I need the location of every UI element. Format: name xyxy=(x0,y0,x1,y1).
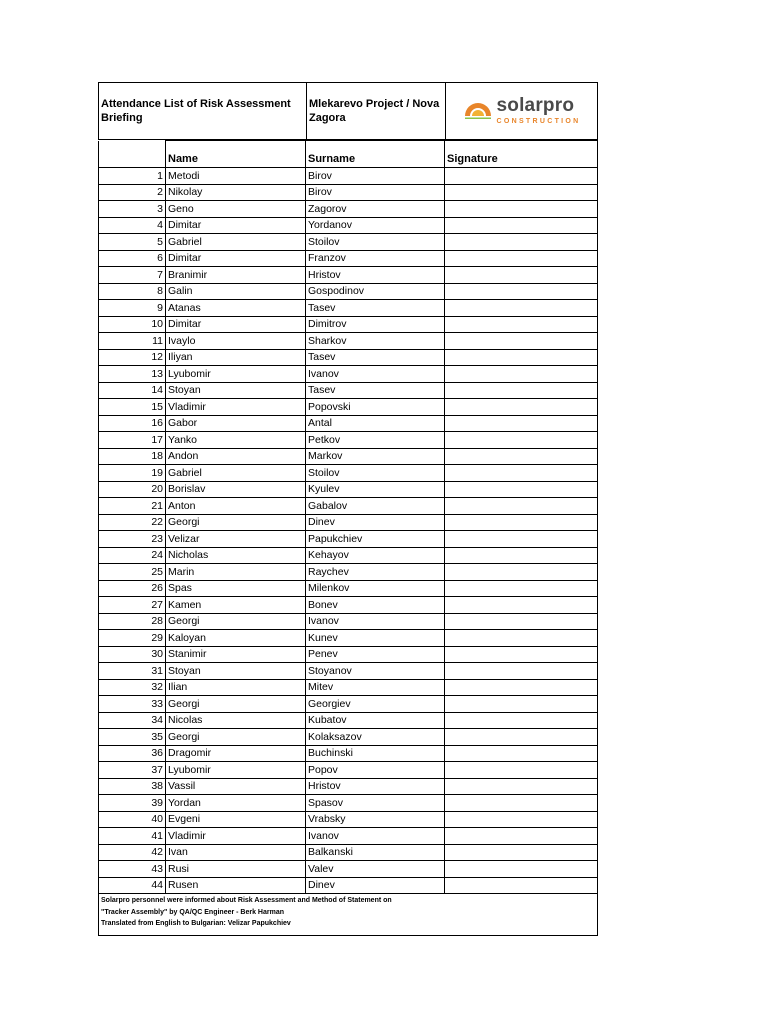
name-cell: Lyubomir xyxy=(166,762,306,779)
surname-cell: Raychev xyxy=(306,564,445,581)
row-number: 29 xyxy=(99,630,166,647)
signature-cell xyxy=(445,382,598,399)
table-row xyxy=(99,729,598,746)
name-cell: Velizar xyxy=(166,531,306,548)
surname-cell: Birov xyxy=(306,184,445,201)
name-cell: Georgi xyxy=(166,514,306,531)
surname-cell: Stoyanov xyxy=(306,663,445,680)
row-number: 13 xyxy=(99,366,166,383)
row-number: 19 xyxy=(99,465,166,482)
table-row xyxy=(99,745,598,762)
signature-cell xyxy=(445,778,598,795)
note-line: Translated from English to Bulgarian: Velizar Papukchiev xyxy=(101,920,291,927)
surname-cell: Petkov xyxy=(306,432,445,449)
name-cell: Gabriel xyxy=(166,234,306,251)
signature-cell xyxy=(445,201,598,218)
row-number: 10 xyxy=(99,316,166,333)
row-number: 24 xyxy=(99,547,166,564)
row-number: 23 xyxy=(99,531,166,548)
row-number: 1 xyxy=(99,168,166,185)
signature-cell xyxy=(445,184,598,201)
table-row xyxy=(99,630,598,647)
surname-cell: Yordanov xyxy=(306,217,445,234)
table-row xyxy=(99,184,598,201)
signature-cell xyxy=(445,745,598,762)
table-row xyxy=(99,448,598,465)
surname-cell: Tasev xyxy=(306,382,445,399)
table-row xyxy=(99,498,598,515)
signature-cell xyxy=(445,844,598,861)
row-number: 39 xyxy=(99,795,166,812)
table-row xyxy=(99,316,598,333)
name-cell: Georgi xyxy=(166,613,306,630)
table-row xyxy=(99,696,598,713)
name-cell: Stanimir xyxy=(166,646,306,663)
name-cell: Kamen xyxy=(166,597,306,614)
column-header-row xyxy=(99,141,598,168)
name-cell: Yanko xyxy=(166,432,306,449)
surname-cell: Dinev xyxy=(306,877,445,894)
surname-cell: Zagorov xyxy=(306,201,445,218)
name-cell: Andon xyxy=(166,448,306,465)
name-cell: Branimir xyxy=(166,267,306,284)
name-cell: Rusen xyxy=(166,877,306,894)
surname-cell: Stoilov xyxy=(306,465,445,482)
row-number: 3 xyxy=(99,201,166,218)
surname-cell: Balkanski xyxy=(306,844,445,861)
table-row xyxy=(99,762,598,779)
name-cell: Iliyan xyxy=(166,349,306,366)
signature-cell xyxy=(445,349,598,366)
signature-cell xyxy=(445,465,598,482)
surname-cell: Kyulev xyxy=(306,481,445,498)
row-number: 26 xyxy=(99,580,166,597)
surname-cell: Hristov xyxy=(306,267,445,284)
signature-cell xyxy=(445,712,598,729)
row-number: 28 xyxy=(99,613,166,630)
row-number: 40 xyxy=(99,811,166,828)
row-number: 25 xyxy=(99,564,166,581)
signature-cell xyxy=(445,877,598,894)
name-cell: Stoyan xyxy=(166,663,306,680)
signature-cell xyxy=(445,597,598,614)
row-number: 42 xyxy=(99,844,166,861)
table-row xyxy=(99,234,598,251)
signature-cell xyxy=(445,828,598,845)
table-row xyxy=(99,382,598,399)
name-cell: Vassil xyxy=(166,778,306,795)
table-row xyxy=(99,481,598,498)
row-number: 37 xyxy=(99,762,166,779)
document-title: Attendance List of Risk Assessment Briefing xyxy=(99,83,307,139)
signature-cell xyxy=(445,696,598,713)
name-cell: Vladimir xyxy=(166,828,306,845)
table-row xyxy=(99,300,598,317)
name-cell: Georgi xyxy=(166,729,306,746)
surname-cell: Ivanov xyxy=(306,828,445,845)
row-number: 16 xyxy=(99,415,166,432)
row-number: 22 xyxy=(99,514,166,531)
sheet-header xyxy=(98,82,598,140)
table-row xyxy=(99,399,598,416)
name-cell: Dimitar xyxy=(166,316,306,333)
name-cell: Evgeni xyxy=(166,811,306,828)
row-number: 38 xyxy=(99,778,166,795)
table-row xyxy=(99,283,598,300)
signature-cell xyxy=(445,811,598,828)
row-number: 34 xyxy=(99,712,166,729)
note-line: "Tracker Assembly" by QA/QC Engineer - Berk Harman xyxy=(101,908,285,916)
row-number: 30 xyxy=(99,646,166,663)
logo-tagline: CONSTRUCTION xyxy=(496,118,581,125)
signature-cell xyxy=(445,415,598,432)
name-cell: Georgi xyxy=(166,696,306,713)
row-number: 8 xyxy=(99,283,166,300)
signature-cell xyxy=(445,762,598,779)
surname-cell: Papukchiev xyxy=(306,531,445,548)
table-row xyxy=(99,333,598,350)
row-number: 2 xyxy=(99,184,166,201)
surname-cell: Antal xyxy=(306,415,445,432)
signature-cell xyxy=(445,498,598,515)
surname-cell: Birov xyxy=(306,168,445,185)
signature-cell xyxy=(445,283,598,300)
name-cell: Geno xyxy=(166,201,306,218)
signature-cell xyxy=(445,663,598,680)
table-row xyxy=(99,547,598,564)
briefing-note xyxy=(98,894,598,936)
name-cell: Nikolay xyxy=(166,184,306,201)
surname-cell: Buchinski xyxy=(306,745,445,762)
name-cell: Marin xyxy=(166,564,306,581)
surname-cell: Bonev xyxy=(306,597,445,614)
signature-cell xyxy=(445,300,598,317)
table-row xyxy=(99,168,598,185)
name-cell: Kaloyan xyxy=(166,630,306,647)
table-row xyxy=(99,564,598,581)
table-row xyxy=(99,514,598,531)
surname-cell: Valev xyxy=(306,861,445,878)
surname-column-header: Surname xyxy=(306,141,445,168)
table-row xyxy=(99,828,598,845)
surname-cell: Penev xyxy=(306,646,445,663)
surname-cell: Mitev xyxy=(306,679,445,696)
signature-cell xyxy=(445,432,598,449)
name-cell: Gabriel xyxy=(166,465,306,482)
row-number: 5 xyxy=(99,234,166,251)
signature-cell xyxy=(445,564,598,581)
table-row xyxy=(99,597,598,614)
signature-cell xyxy=(445,613,598,630)
signature-cell xyxy=(445,630,598,647)
row-number: 44 xyxy=(99,877,166,894)
table-row xyxy=(99,201,598,218)
signature-cell xyxy=(445,366,598,383)
project-name: Mlekarevo Project / Nova Zagora xyxy=(307,83,446,139)
name-cell: Lyubomir xyxy=(166,366,306,383)
row-number: 6 xyxy=(99,250,166,267)
row-number: 12 xyxy=(99,349,166,366)
table-row xyxy=(99,679,598,696)
table-row xyxy=(99,877,598,894)
signature-cell xyxy=(445,234,598,251)
surname-cell: Kunev xyxy=(306,630,445,647)
table-row xyxy=(99,465,598,482)
signature-column-header: Signature xyxy=(445,141,598,168)
surname-cell: Ivanov xyxy=(306,613,445,630)
surname-cell: Kehayov xyxy=(306,547,445,564)
surname-cell: Hristov xyxy=(306,778,445,795)
logo-name: solarpro xyxy=(496,95,575,116)
signature-cell xyxy=(445,217,598,234)
row-number: 41 xyxy=(99,828,166,845)
surname-cell: Sharkov xyxy=(306,333,445,350)
attendance-table xyxy=(98,140,598,894)
name-column-header: Name xyxy=(166,141,306,168)
row-number: 18 xyxy=(99,448,166,465)
name-cell: Nicholas xyxy=(166,547,306,564)
table-row xyxy=(99,267,598,284)
table-row xyxy=(99,646,598,663)
row-number: 7 xyxy=(99,267,166,284)
signature-cell xyxy=(445,168,598,185)
table-row xyxy=(99,366,598,383)
table-row xyxy=(99,778,598,795)
signature-cell xyxy=(445,481,598,498)
name-cell: Gabor xyxy=(166,415,306,432)
signature-cell xyxy=(445,531,598,548)
signature-cell xyxy=(445,448,598,465)
row-number: 31 xyxy=(99,663,166,680)
name-cell: Vladimir xyxy=(166,399,306,416)
surname-cell: Vrabsky xyxy=(306,811,445,828)
name-cell: Nicolas xyxy=(166,712,306,729)
surname-cell: Markov xyxy=(306,448,445,465)
row-number: 17 xyxy=(99,432,166,449)
signature-cell xyxy=(445,333,598,350)
table-row xyxy=(99,415,598,432)
name-cell: Rusi xyxy=(166,861,306,878)
number-column-header xyxy=(99,141,166,168)
note-line: Solarpro personnel were informed about Risk Assessment and Method of Statement on xyxy=(101,897,392,904)
row-number: 36 xyxy=(99,745,166,762)
signature-cell xyxy=(445,729,598,746)
row-number: 14 xyxy=(99,382,166,399)
surname-cell: Dimitrov xyxy=(306,316,445,333)
row-number: 32 xyxy=(99,679,166,696)
signature-cell xyxy=(445,861,598,878)
surname-cell: Popov xyxy=(306,762,445,779)
table-row xyxy=(99,349,598,366)
name-cell: Metodi xyxy=(166,168,306,185)
signature-cell xyxy=(445,795,598,812)
name-cell: Spas xyxy=(166,580,306,597)
name-cell: Ivan xyxy=(166,844,306,861)
table-row xyxy=(99,217,598,234)
table-row xyxy=(99,844,598,861)
table-row xyxy=(99,795,598,812)
table-row xyxy=(99,811,598,828)
signature-cell xyxy=(445,679,598,696)
row-number: 27 xyxy=(99,597,166,614)
row-number: 4 xyxy=(99,217,166,234)
table-row xyxy=(99,712,598,729)
signature-cell xyxy=(445,316,598,333)
surname-cell: Tasev xyxy=(306,349,445,366)
surname-cell: Tasev xyxy=(306,300,445,317)
surname-cell: Stoilov xyxy=(306,234,445,251)
row-number: 15 xyxy=(99,399,166,416)
table-row xyxy=(99,580,598,597)
name-cell: Dimitar xyxy=(166,250,306,267)
name-cell: Dragomir xyxy=(166,745,306,762)
name-cell: Atanas xyxy=(166,300,306,317)
surname-cell: Ivanov xyxy=(306,366,445,383)
table-row xyxy=(99,531,598,548)
name-cell: Ilian xyxy=(166,679,306,696)
name-cell: Anton xyxy=(166,498,306,515)
table-row xyxy=(99,663,598,680)
company-logo xyxy=(446,83,597,139)
surname-cell: Spasov xyxy=(306,795,445,812)
row-number: 43 xyxy=(99,861,166,878)
name-cell: Stoyan xyxy=(166,382,306,399)
name-cell: Yordan xyxy=(166,795,306,812)
sun-icon xyxy=(463,98,493,124)
signature-cell xyxy=(445,250,598,267)
row-number: 33 xyxy=(99,696,166,713)
row-number: 11 xyxy=(99,333,166,350)
surname-cell: Dinev xyxy=(306,514,445,531)
table-row xyxy=(99,250,598,267)
surname-cell: Milenkov xyxy=(306,580,445,597)
surname-cell: Kolaksazov xyxy=(306,729,445,746)
row-number: 20 xyxy=(99,481,166,498)
name-cell: Borislav xyxy=(166,481,306,498)
signature-cell xyxy=(445,514,598,531)
table-row xyxy=(99,613,598,630)
surname-cell: Kubatov xyxy=(306,712,445,729)
row-number: 21 xyxy=(99,498,166,515)
signature-cell xyxy=(445,646,598,663)
surname-cell: Gospodinov xyxy=(306,283,445,300)
name-cell: Galin xyxy=(166,283,306,300)
surname-cell: Gabalov xyxy=(306,498,445,515)
name-cell: Ivaylo xyxy=(166,333,306,350)
row-number: 9 xyxy=(99,300,166,317)
table-row xyxy=(99,432,598,449)
name-cell: Dimitar xyxy=(166,217,306,234)
attendance-sheet xyxy=(98,82,598,936)
signature-cell xyxy=(445,547,598,564)
surname-cell: Georgiev xyxy=(306,696,445,713)
signature-cell xyxy=(445,267,598,284)
surname-cell: Popovski xyxy=(306,399,445,416)
surname-cell: Franzov xyxy=(306,250,445,267)
row-number: 35 xyxy=(99,729,166,746)
signature-cell xyxy=(445,580,598,597)
signature-cell xyxy=(445,399,598,416)
table-row xyxy=(99,861,598,878)
